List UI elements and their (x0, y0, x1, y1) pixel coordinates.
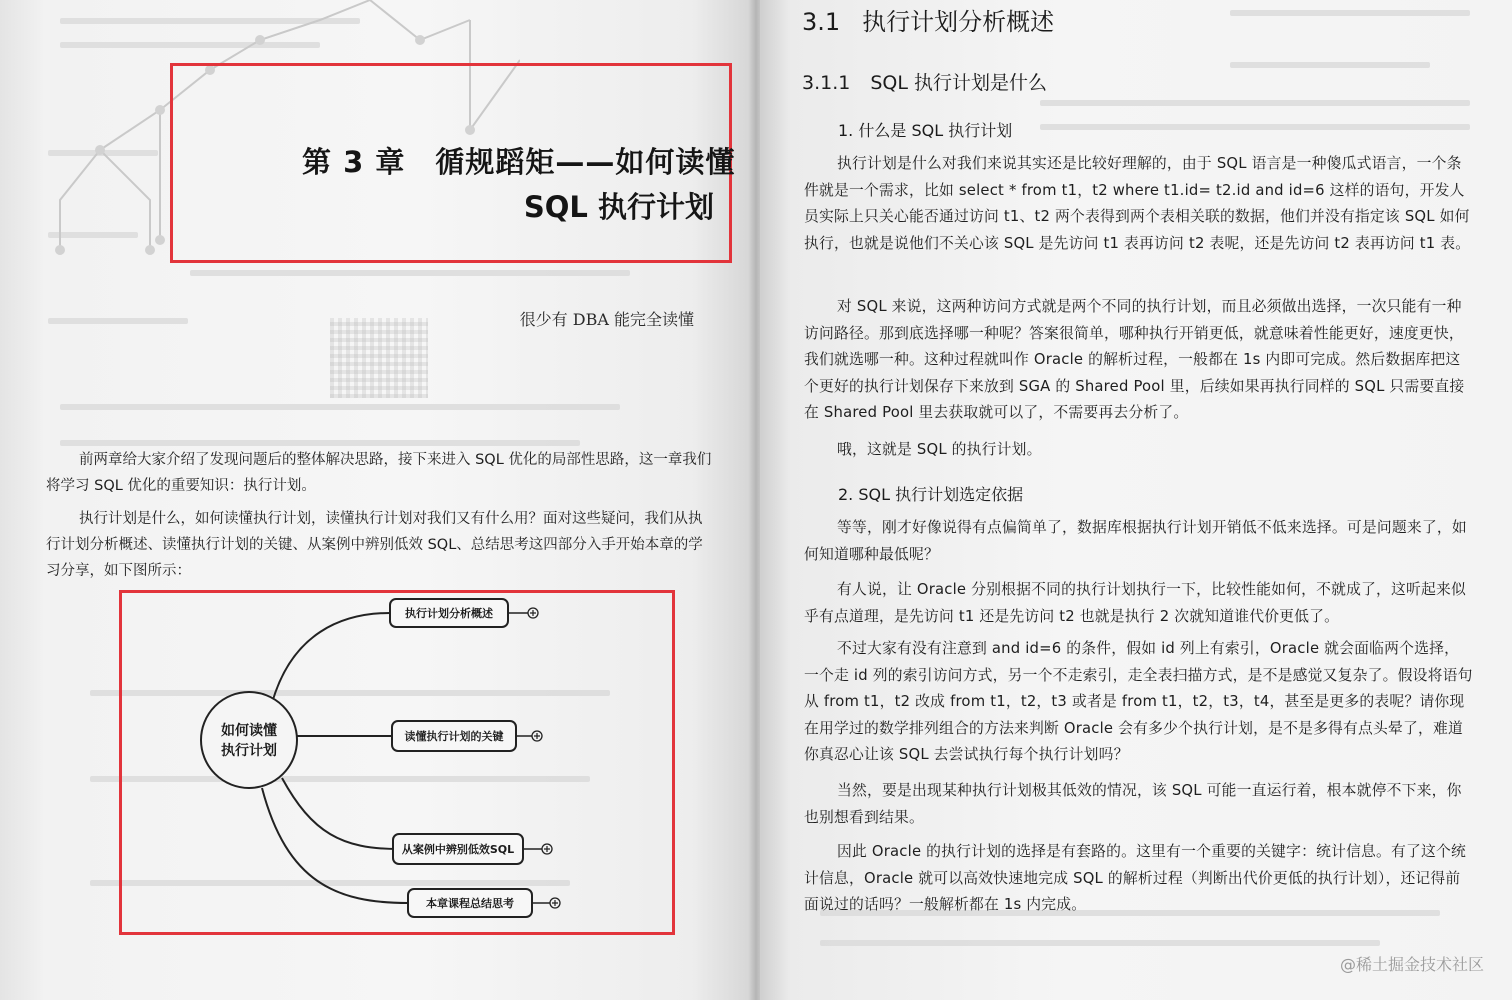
mindmap-connector (272, 613, 390, 703)
subsection-heading (802, 68, 1047, 95)
body-paragraph: 有人说，让 Oracle 分别根据不同的执行计划执行一下，比较性能如何，不就成了，这听起来似乎有点道理，是先访问 t1 还是先访问 t2 也就是执行 2 次就知道谁代价更低了。 (804, 581, 1467, 625)
mindmap-branch (408, 889, 560, 917)
mindmap-branch-label: 从案例中辨别低效SQL (401, 843, 515, 856)
mindmap-branch-label: 本章课程总结思考 (426, 897, 514, 910)
left-page (0, 0, 752, 1000)
chapter-epigraph: 很少有 DBA 能完全读懂 (519, 310, 694, 329)
mindmap-center-text: 执行计划 (221, 743, 277, 759)
mindmap-branch (390, 599, 538, 627)
mindmap-branch (392, 721, 542, 751)
section-number: 3.1 (802, 8, 841, 36)
point-heading: 1. 什么是 SQL 执行计划 (838, 121, 1013, 140)
body-paragraph: 当然，要是出现某种执行计划极其低效的情况，该 SQL 可能一直运行着，根本就停不下来，你也别想看到结果。 (804, 782, 1462, 826)
right-page (760, 0, 1512, 1000)
bleed-through (1040, 100, 1470, 106)
mindmap-branch-label: 读懂执行计划的关键 (404, 730, 504, 743)
section-title-text: 执行计划分析概述 (862, 8, 1055, 36)
body-paragraph: 哦，这就是 SQL 的执行计划。 (837, 441, 1042, 458)
body-paragraph: 执行计划是什么对我们来说其实还是比较好理解的，由于 SQL 语言是一种傻瓜式语言，一个条件就是一个需求，比如 select * from t1，t2 where t1.id= t2.id and id=6 这样的语句，开发人员实际上只关心能否通过访问 t1、t2 两个表得到两个表相关联的数据，他们并没有指定该 SQL 如何执行，也就是说他们不关心该 SQL 是先访问 t1 表再访问 t2 表呢，还是先访问 t2 表再访问 t1 表。 (804, 155, 1471, 252)
intro-paragraph: 前两章给大家介绍了发现问题后的整体解决思路，接下来进入 SQL 优化的局部性思路，这一章我们将学习 SQL 优化的重要知识：执行计划。 (46, 452, 712, 494)
qr-code-faint (330, 318, 428, 398)
bleed-through (1230, 10, 1470, 16)
mindmap-branch-label: 执行计划分析概述 (405, 607, 493, 620)
subsection-title-text: SQL 执行计划是什么 (870, 72, 1048, 94)
body-paragraph: 等等，刚才好像说得有点偏简单了，数据库根据执行计划开销低不低来选择。可是问题来了，如何知道哪种最低呢？ (804, 519, 1467, 563)
bleed-through (1040, 124, 1470, 130)
mindmap-center-text: 如何读懂 (221, 723, 277, 739)
mindmap-diagram (122, 593, 672, 932)
bleed-through (820, 940, 1380, 946)
section-heading (802, 2, 1054, 37)
site-watermark: @稀土掘金技术社区 (1339, 955, 1484, 974)
intro-paragraph: 执行计划是什么，如何读懂执行计划，读懂执行计划对我们又有什么用？面对这些疑问，我们从执行计划分析概述、读懂执行计划的关键、从案例中辨别低效 SQL、总结思考这四部分入手开始本章的学习分享，如下图所示： (46, 511, 703, 579)
body-paragraph: 因此 Oracle 的执行计划的选择是有套路的。这里有一个重要的关键字：统计信息。有了这个统计信息，Oracle 就可以高效快速地完成 SQL 的解析过程（判断出代价更低的执行计划），还记得前面说过的话吗？一般解析都在 1s 内完成。 (804, 843, 1467, 913)
bleed-through (48, 318, 188, 324)
mindmap-center-node (201, 692, 297, 788)
mindmap-connector (282, 778, 398, 849)
bleed-through (60, 404, 620, 410)
point-heading: 2. SQL 执行计划选定依据 (838, 485, 1024, 504)
mindmap-branch (393, 834, 552, 864)
bleed-through (60, 440, 580, 446)
mindmap-connector (262, 788, 408, 903)
chapter-title: 第 3 章 循规蹈矩——如何读懂 (302, 145, 736, 179)
bleed-through (1230, 62, 1430, 68)
mindmap-highlight-box (119, 590, 675, 935)
subsection-number: 3.1.1 (802, 72, 851, 94)
chapter-title-subtitle: SQL 执行计划 (523, 190, 714, 224)
body-paragraph: 对 SQL 来说，这两种访问方式就是两个不同的执行计划，而且必须做出选择，一次只能有一种访问路径。那到底选择哪一种呢？答案很简单，哪种执行开销更低，就意味着性能更好，速度更快，我们就选哪一种。这种过程就叫作 Oracle 的解析过程，一般都在 1s 内即可完成。然后数据库把这个更好的执行计划保存下来放到 SGA 的 Shared Pool 里，后续如果再执行同样的 SQL 只需要直接在 Shared Pool 里去获取就可以了，不需要再去分析了。 (804, 298, 1465, 421)
body-paragraph: 不过大家有没有注意到 and id=6 的条件，假如 id 列上有索引，Oracle 就会面临两个选择，一个走 id 列的索引访问方式，另一个不走索引，走全表扫描方式，是不是感觉又复杂了。假设将语句从 from t1，t2 改成 from t1，t2，t3 或者是 from t1，t2，t3，t4，甚至是更多的表呢？请你现在用学过的数学排列组合的方法来判断 Oracle 会有多少个执行计划，是不是多得有点头晕了，难道你真忍心让该 SQL 去尝试执行每个执行计划吗？ (804, 640, 1473, 763)
